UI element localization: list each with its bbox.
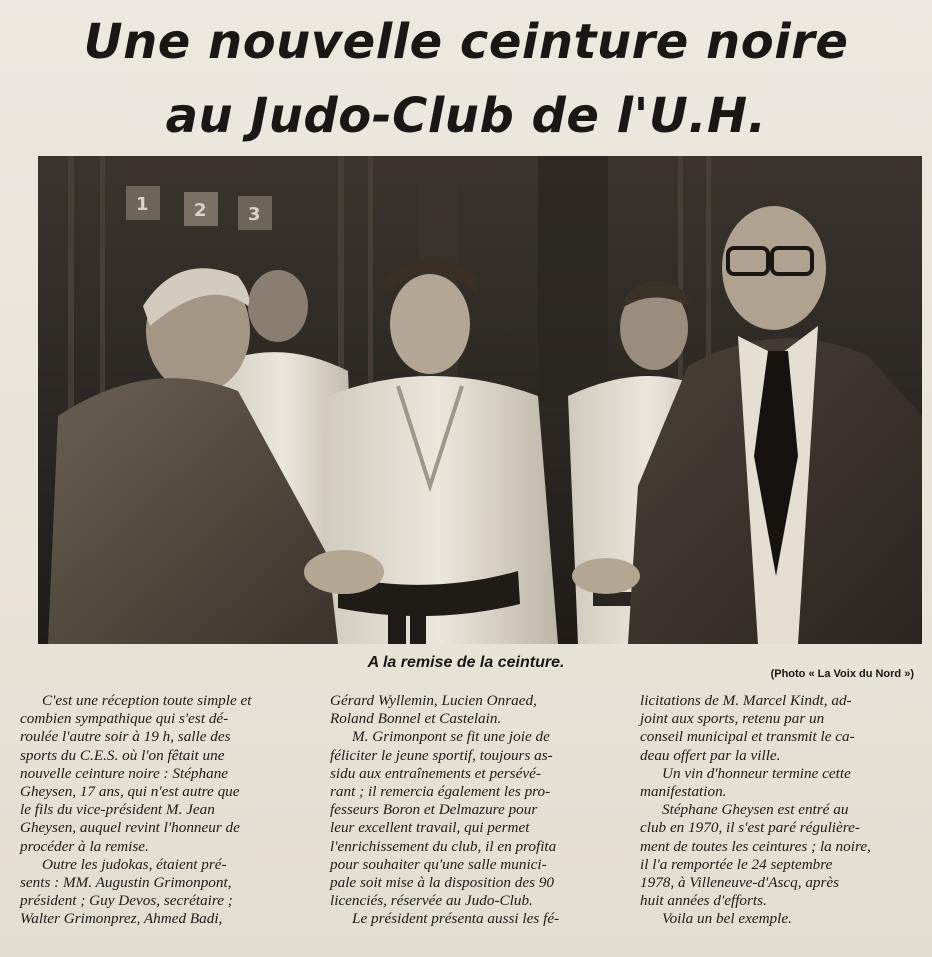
article-line: manifestation. <box>640 783 727 801</box>
article-line: Gérard Wyllemin, Lucien Onraed, <box>330 692 537 709</box>
article-line: joint aux sports, retenu par un <box>640 710 825 728</box>
headline-line-2: au Judo-Club de l'U.H. <box>165 88 767 144</box>
photo-caption: A la remise de la ceinture. <box>367 654 565 671</box>
article-line: sports du C.E.S. où l'on fêtait une <box>20 746 225 764</box>
article-line: combien sympathique qui s'est dé- <box>20 710 229 728</box>
article-line: licitations de M. Marcel Kindt, ad- <box>640 692 852 709</box>
article-line: Stéphane Gheysen est entré au <box>662 801 849 819</box>
article-line: l'enrichissement du club, il en profita <box>330 837 557 855</box>
article-line: Gheysen, 17 ans, qui n'est autre que <box>20 783 240 801</box>
article-line: Un vin d'honneur termine cette <box>662 764 851 782</box>
article-line: Roland Bonnel et Castelain. <box>330 710 502 728</box>
article-line: licenciés, réservée au Judo-Club. <box>330 892 533 910</box>
article-line: Walter Grimonprez, Ahmed Badi, <box>20 910 223 928</box>
headline-line-1: Une nouvelle ceinture noire <box>83 14 849 70</box>
article-column-2 <box>330 692 612 929</box>
article-line: président ; Guy Devos, secrétaire ; <box>20 892 233 910</box>
article-line: Outre les judokas, étaient pré- <box>42 855 227 873</box>
article-line: fesseurs Boron et Delmazure pour <box>330 801 538 819</box>
article-line: ment de toutes les ceintures ; la noire, <box>640 837 871 855</box>
article-column-3 <box>640 692 922 929</box>
article-line: M. Grimonpont se fit une joie de <box>352 728 550 746</box>
photo-illustration <box>38 156 922 644</box>
article-line: leur excellent travail, qui permet <box>330 819 530 837</box>
article-line: pale soit mise à la disposition des 90 <box>330 874 555 892</box>
photo-credit: (Photo « La Voix du Nord ») <box>770 668 914 680</box>
article-line: deau offert par la ville. <box>640 746 781 764</box>
article-line: Voila un bel exemple. <box>662 910 792 928</box>
article-line: rant ; il remercia également les pro- <box>330 783 551 801</box>
article-line: sidu aux entraînements et persévé- <box>330 764 541 782</box>
article-line: huit années d'efforts. <box>640 892 767 910</box>
article-line: roulée l'autre soir à 19 h, salle des <box>20 728 231 746</box>
article-line: procéder à la remise. <box>20 837 149 855</box>
article-column-1 <box>20 692 302 929</box>
article-line: le fils du vice-président M. Jean <box>20 801 215 819</box>
wall-number-3: 3 <box>248 204 261 225</box>
wall-number-2: 2 <box>194 200 207 221</box>
article-line: conseil municipal et transmit le ca- <box>640 728 855 746</box>
article-line: Le président présenta aussi les fé- <box>352 910 560 928</box>
article-line: 1978, à Villeneuve-d'Ascq, après <box>640 874 840 892</box>
article-line: sents : MM. Augustin Grimonpont, <box>20 874 232 892</box>
article-line: Gheysen, auquel revint l'honneur de <box>20 819 240 837</box>
wall-number-1: 1 <box>136 194 149 215</box>
article-line: il l'a remportée le 24 septembre <box>640 855 833 873</box>
article-line: féliciter le jeune sportif, toujours as- <box>330 746 553 764</box>
article-line: club en 1970, il s'est paré régulière- <box>640 819 860 837</box>
article-line: C'est une réception toute simple et <box>42 692 252 709</box>
article-line: nouvelle ceinture noire : Stéphane <box>20 764 229 782</box>
news-photo <box>38 156 922 644</box>
article-line: pour souhaiter qu'une salle munici- <box>330 855 547 873</box>
